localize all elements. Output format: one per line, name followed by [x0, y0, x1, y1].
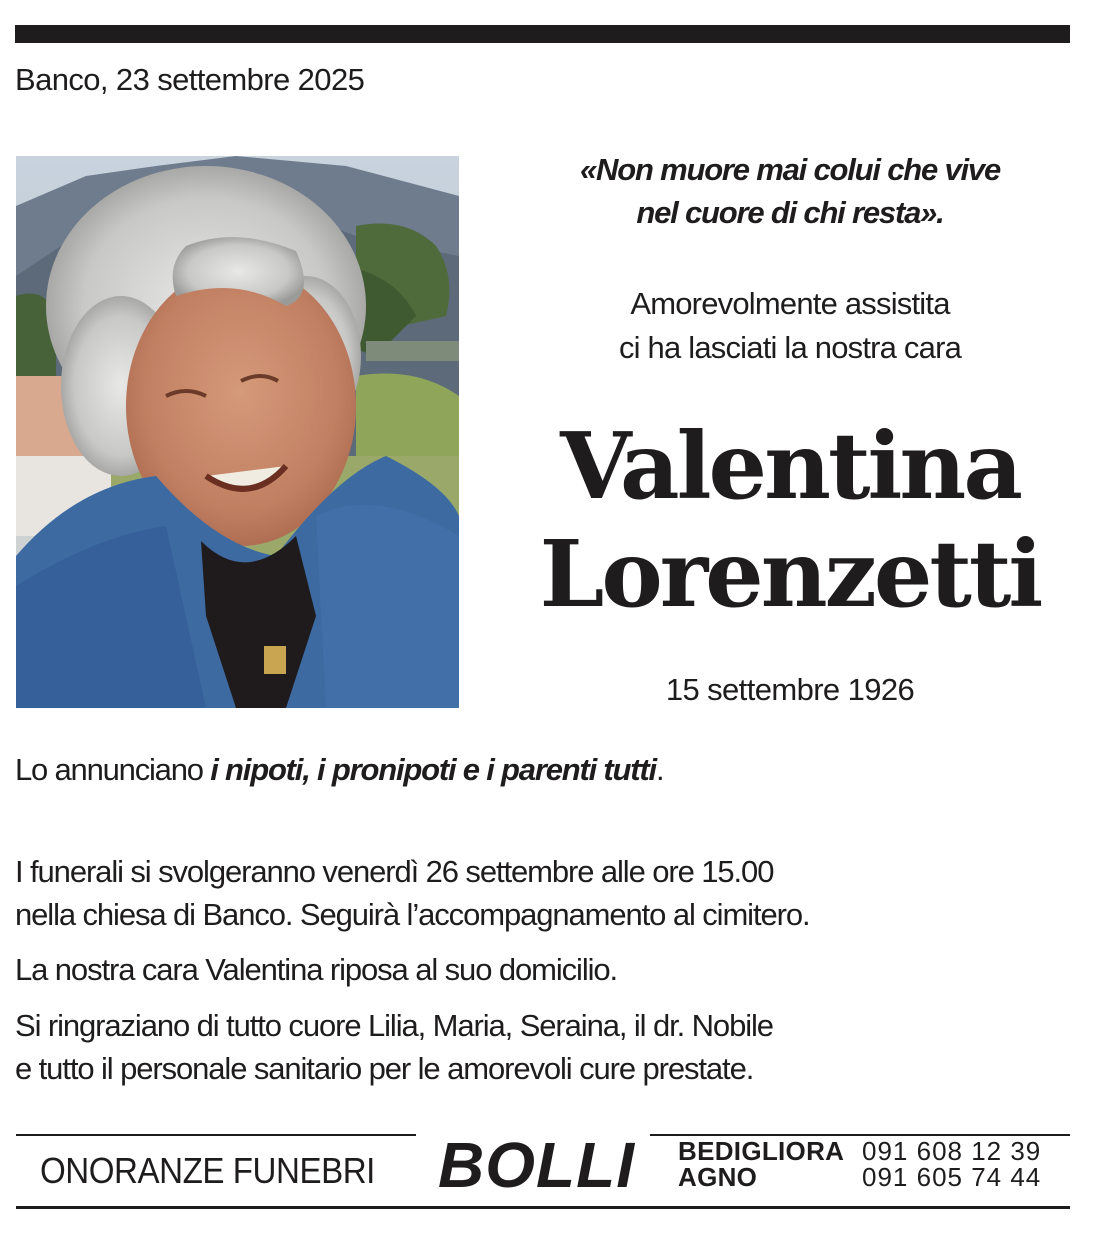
announcers: i nipoti, i pronipoti e i parenti tutti — [210, 752, 656, 787]
birth-date: 15 settembre 1926 — [665, 672, 915, 707]
announcement-prefix: Lo annunciano — [15, 752, 211, 787]
deceased-name — [520, 412, 1060, 628]
thanks-line-1: Si ringraziano di tutto cuore Lilia, Maria, Seraina, il dr. Nobile — [15, 1008, 773, 1043]
intro-line-1: Amorevolmente assistita — [630, 286, 950, 321]
intro-line-2: ci ha lasciati la nostra cara — [618, 330, 962, 365]
quote-line-1: «Non muore mai colui che vive — [579, 152, 1000, 187]
portrait-photo — [16, 156, 459, 708]
thanks — [15, 1004, 773, 1090]
contact-phone: 091 608 12 39 — [862, 1136, 1042, 1166]
contact-city: AGNO — [678, 1162, 758, 1192]
intro-text — [520, 282, 1060, 370]
first-name: Valentina — [560, 412, 1020, 520]
place-date: Banco, 23 settembre 2025 — [15, 62, 365, 97]
footer-rule-left — [16, 1134, 416, 1136]
contact-row — [678, 1164, 1041, 1190]
memorial-quote — [520, 148, 1060, 234]
funeral-details — [15, 850, 809, 936]
contact-list — [678, 1138, 1041, 1190]
funeral-service-label: ONORANZE FUNEBRI — [40, 1150, 375, 1191]
thanks-line-2: e tutto il personale sanitario per le amorevoli cure prestate. — [15, 1051, 754, 1086]
contact-phone: 091 605 74 44 — [862, 1162, 1042, 1192]
announcement — [15, 752, 663, 788]
quote-line-2: nel cuore di chi resta». — [636, 195, 944, 230]
announcement-suffix: . — [655, 752, 664, 787]
contact-city: BEDIGLIORA — [678, 1136, 845, 1166]
contact-row — [678, 1138, 1041, 1164]
funeral-line-2: nella chiesa di Banco. Seguirà l’accompagnamento al cimitero. — [15, 897, 810, 932]
last-name: Lorenzetti — [539, 520, 1041, 628]
portrait-image — [16, 156, 459, 708]
top-rule — [15, 25, 1070, 43]
footer-rule-bottom — [16, 1206, 1070, 1209]
rest-info: La nostra cara Valentina riposa al suo domicilio. — [15, 952, 618, 987]
funeral-line-1: I funerali si svolgeranno venerdì 26 settembre alle ore 15.00 — [15, 854, 774, 889]
funeral-home-logo: BOLLI — [438, 1129, 635, 1201]
